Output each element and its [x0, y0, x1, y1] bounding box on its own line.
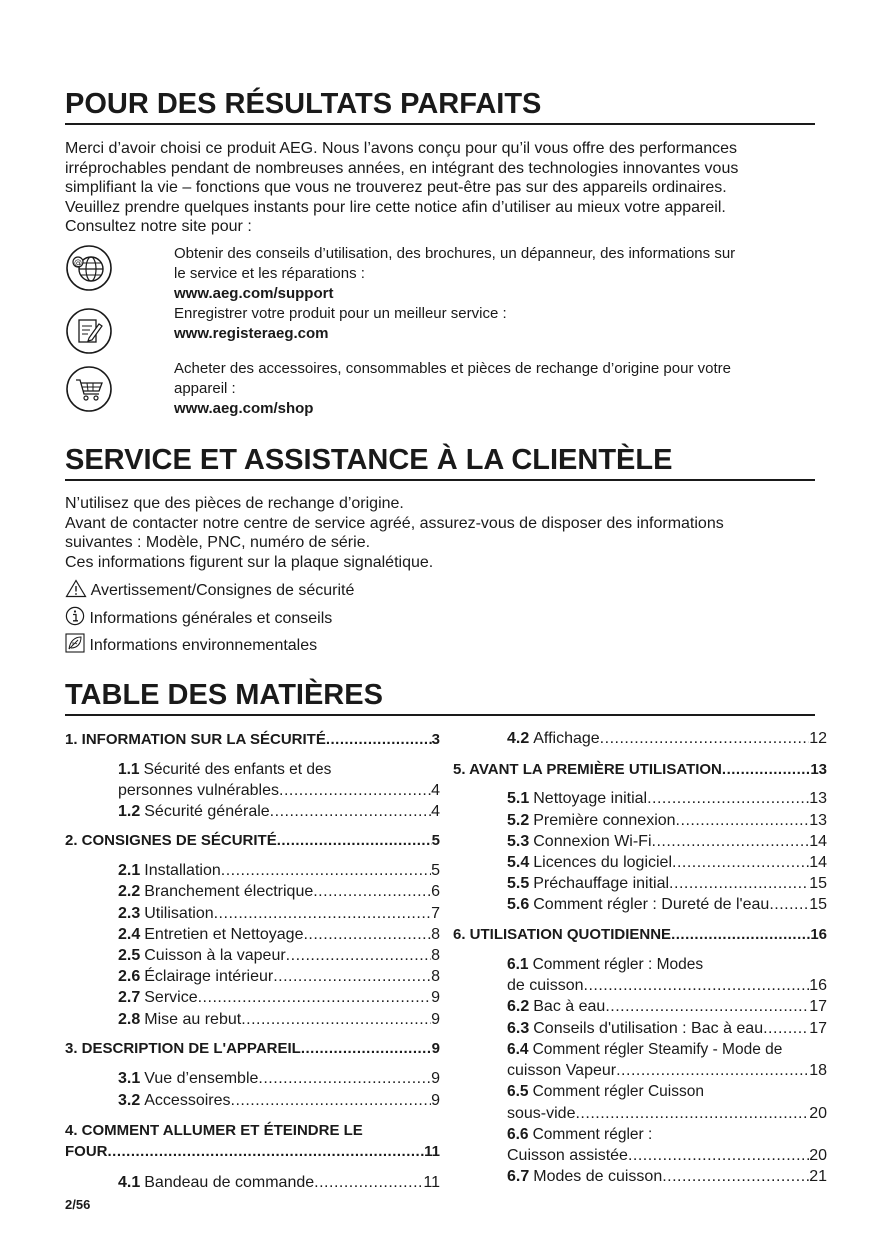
toc-chapter-5[interactable]: 5. AVANT LA PREMIÈRE UTILISATION ..... 13	[453, 761, 827, 778]
toc-chapter-1[interactable]: 1. INFORMATION SUR LA SÉCURITÉ ..... 3	[65, 731, 440, 748]
shopping-cart-icon	[65, 365, 113, 413]
toc-item-6-4[interactable]: cuisson Vapeur ..... 18	[507, 1062, 827, 1080]
toc-item-6-4-line1[interactable]: 6.4 Comment régler Steamify - Mode de	[507, 1041, 783, 1058]
toc-item-6-6[interactable]: Cuisson assistée ..... 20	[507, 1147, 827, 1165]
toc-item-5-3[interactable]: 5.3 Connexion Wi-Fi ..... 14	[507, 833, 827, 851]
toc-chapter-4-line1[interactable]: 4. COMMENT ALLUMER ET ÉTEINDRE LE	[65, 1122, 363, 1139]
toc-item-6-7[interactable]: 6.7 Modes de cuisson ..... 21	[507, 1168, 827, 1186]
toc-item-6-3[interactable]: 6.3 Conseils d'utilisation : Bac à eau ..... 17	[507, 1020, 827, 1038]
toc-item-2-8[interactable]: 2.8 Mise au rebut ..... 9	[118, 1011, 440, 1029]
site-support: Obtenir des conseils d’utilisation, des brochures, un dépanneur, des informations sur le service et les réparations : www.aeg.com/support	[174, 244, 824, 304]
section-title-results: POUR DES RÉSULTATS PARFAITS	[65, 87, 815, 125]
svg-text:@: @	[74, 258, 82, 267]
legend-info: Informations générales et conseils	[65, 606, 332, 629]
toc-item-2-7[interactable]: 2.7 Service ..... 9	[118, 989, 440, 1007]
warning-triangle-icon	[65, 579, 87, 598]
results-intro: Merci d’avoir choisi ce produit AEG. Nous l’avons conçu pour qu’il vous offre des performances irréprochables pendant de nombreuses années, en intégrant des technologies innovantes vous simplifiant la vie – fonctions que vous ne trouverez peut-être pas sur des appareils ordinaires. Veuillez prendre quelques instants pour lire cette notice afin d’utiliser au mieux votre appareil. Consultez notre site pour :	[65, 140, 739, 236]
toc-item-6-1[interactable]: de cuisson ..... 16	[507, 977, 827, 995]
globe-at-icon	[65, 244, 113, 292]
register-link[interactable]: www.registeraeg.com	[174, 325, 329, 342]
toc-item-2-1[interactable]: 2.1 Installation ..... 5	[118, 862, 440, 880]
toc-item-5-1[interactable]: 5.1 Nettoyage initial ..... 13	[507, 790, 827, 808]
section-title-toc: TABLE DES MATIÈRES	[65, 678, 815, 716]
legend-environment: Informations environnementales	[65, 633, 317, 656]
toc-item-2-3[interactable]: 2.3 Utilisation ..... 7	[118, 905, 440, 923]
toc-item-3-2[interactable]: 3.2 Accessoires ..... 9	[118, 1092, 440, 1110]
toc-item-6-5-line1[interactable]: 6.5 Comment régler Cuisson	[507, 1083, 704, 1100]
toc-item-5-2[interactable]: 5.2 Première connexion ..... 13	[507, 812, 827, 830]
toc-chapter-2[interactable]: 2. CONSIGNES DE SÉCURITÉ ..... 5	[65, 832, 440, 849]
toc-item-2-2[interactable]: 2.2 Branchement électrique ..... 6	[118, 883, 440, 901]
toc-chapter-3[interactable]: 3. DESCRIPTION DE L'APPAREIL ..... 9	[65, 1040, 440, 1057]
legend-warning: Avertissement/Consignes de sécurité	[65, 579, 354, 601]
toc-item-4-1[interactable]: 4.1 Bandeau de commande ..... 11	[118, 1174, 440, 1192]
toc-item-5-5[interactable]: 5.5 Préchauffage initial ..... 15	[507, 875, 827, 893]
info-icon	[65, 606, 85, 626]
toc-item-6-5[interactable]: sous-vide ..... 20	[507, 1105, 827, 1123]
toc-item-1-2[interactable]: 1.2 Sécurité générale ..... 4	[118, 803, 440, 821]
toc-chapter-4[interactable]: FOUR ..... 11	[65, 1143, 440, 1160]
toc-item-2-5[interactable]: 2.5 Cuisson à la vapeur ..... 8	[118, 947, 440, 965]
toc-item-4-2[interactable]: 4.2 Affichage ..... 12	[507, 730, 827, 748]
toc-item-6-2[interactable]: 6.2 Bac à eau ..... 17	[507, 998, 827, 1016]
toc-item-6-6-line1[interactable]: 6.6 Comment régler :	[507, 1126, 653, 1143]
support-link[interactable]: www.aeg.com/support	[174, 285, 334, 302]
shop-link[interactable]: www.aeg.com/shop	[174, 400, 314, 417]
toc-item-2-6[interactable]: 2.6 Éclairage intérieur ..... 8	[118, 968, 440, 986]
section-title-service: SERVICE ET ASSISTANCE À LA CLIENTÈLE	[65, 443, 815, 481]
site-shop: Acheter des accessoires, consommables et pièces de rechange d’origine pour votre appareil : www.aeg.com/shop	[174, 359, 824, 419]
toc-item-6-1-line1[interactable]: 6.1 Comment régler : Modes	[507, 956, 704, 973]
toc-chapter-6[interactable]: 6. UTILISATION QUOTIDIENNE ..... 16	[453, 926, 827, 943]
leaf-icon	[65, 633, 85, 653]
site-register: Enregistrer votre produit pour un meilleur service : www.registeraeg.com	[174, 304, 824, 344]
toc-item-5-4[interactable]: 5.4 Licences du logiciel ..... 14	[507, 854, 827, 872]
service-text: N’utilisez que des pièces de rechange d’origine. Avant de contacter notre centre de service agréé, assurez-vous de disposer des informations suivantes : Modèle, PNC, numéro de série. Ces informations figurent sur la plaque signalétique.	[65, 495, 724, 571]
toc-item-2-4[interactable]: 2.4 Entretien et Nettoyage ..... 8	[118, 926, 440, 944]
toc-item-3-1[interactable]: 3.1 Vue d’ensemble ..... 9	[118, 1070, 440, 1088]
toc-item-5-6[interactable]: 5.6 Comment régler : Dureté de l'eau ..... 15	[507, 896, 827, 914]
toc-item-1-1-line1[interactable]: 1.1 Sécurité des enfants et des	[118, 761, 332, 778]
toc-item-1-1[interactable]: personnes vulnérables ..... 4	[118, 782, 440, 800]
register-pencil-icon	[65, 307, 113, 355]
page-number: 2/56	[65, 1197, 91, 1212]
